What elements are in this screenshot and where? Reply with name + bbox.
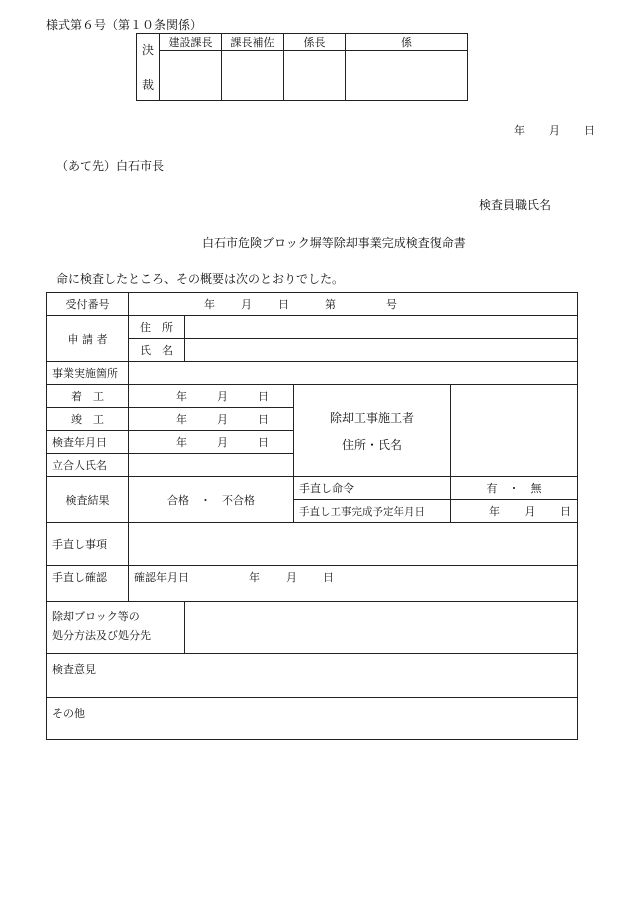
inspection-date-label: 検査年月日 — [47, 431, 129, 454]
form-number: 様式第６号（第１０条関係） — [46, 18, 203, 32]
applicant-address-label: 住 所 — [129, 316, 185, 339]
rework-completion-date-field[interactable]: 年 月 日 — [451, 500, 578, 523]
applicant-label: 申 請 者 — [47, 316, 129, 362]
receipt-number-label: 受付番号 — [47, 293, 129, 316]
start-label: 着 工 — [47, 385, 129, 408]
row-receipt-number — [47, 293, 578, 316]
row-disposal — [47, 602, 578, 654]
intro-text: 命に検査したところ、その概要は次のとおりでした。 — [56, 272, 345, 286]
inspection-result-field[interactable]: 合格 ・ 不合格 — [129, 477, 294, 523]
receipt-number-field[interactable]: 年 月 日 第 号 — [129, 293, 578, 316]
approval-col-construction-chief: 建設課長 — [160, 34, 222, 51]
project-site-field[interactable] — [129, 362, 578, 385]
witness-label: 立合人氏名 — [47, 454, 129, 477]
approval-label: 決 裁 — [137, 34, 160, 101]
inspection-form-table — [46, 292, 578, 740]
row-start — [47, 385, 578, 408]
row-applicant-address — [47, 316, 578, 339]
witness-field[interactable] — [129, 454, 294, 477]
completion-date-field[interactable]: 年 月 日 — [129, 408, 294, 431]
rework-items-field[interactable] — [129, 523, 578, 566]
contractor-field[interactable] — [451, 385, 578, 477]
completion-label: 竣 工 — [47, 408, 129, 431]
rework-order-field[interactable]: 有 ・ 無 — [451, 477, 578, 500]
approval-col-deputy-chief: 課長補佐 — [222, 34, 284, 51]
inspector-name-label: 検査員職氏名 — [479, 198, 552, 212]
inspection-result-label: 検査結果 — [47, 477, 129, 523]
row-project-site — [47, 362, 578, 385]
inspection-opinion-field[interactable]: 検査意見 — [47, 654, 578, 698]
row-rework-items — [47, 523, 578, 566]
applicant-name-label: 氏 名 — [129, 339, 185, 362]
approval-stamp-box[interactable] — [222, 51, 284, 101]
approval-col-staff: 係 — [346, 34, 468, 51]
row-other — [47, 698, 578, 740]
project-site-label: 事業実施箇所 — [47, 362, 129, 385]
contractor-label: 除却工事施工者 住所・氏名 — [294, 385, 451, 477]
approval-stamp-box[interactable] — [160, 51, 222, 101]
start-date-field[interactable]: 年 月 日 — [129, 385, 294, 408]
disposal-label: 除却ブロック等の 処分方法及び処分先 — [47, 602, 185, 654]
document-title: 白石市危険ブロック塀等除却事業完成検査復命書 — [202, 236, 466, 250]
approval-col-section-chief: 係長 — [284, 34, 346, 51]
other-field[interactable]: その他 — [47, 698, 578, 740]
row-inspection-opinion — [47, 654, 578, 698]
applicant-name-field[interactable] — [185, 339, 578, 362]
rework-check-label: 手直し確認 — [47, 566, 129, 602]
approval-stamp-table — [136, 33, 468, 101]
rework-completion-date-label: 手直し工事完成予定年月日 — [294, 500, 451, 523]
inspection-date-field[interactable]: 年 月 日 — [129, 431, 294, 454]
disposal-field[interactable] — [185, 602, 578, 654]
approval-stamp-box[interactable] — [284, 51, 346, 101]
rework-order-label: 手直し命令 — [294, 477, 451, 500]
applicant-address-field[interactable] — [185, 316, 578, 339]
rework-items-label: 手直し事項 — [47, 523, 129, 566]
approval-stamp-box[interactable] — [346, 51, 468, 101]
date-line: 年 月 日 — [514, 124, 595, 137]
row-inspection-result — [47, 477, 578, 500]
addressee: （あて先）白石市長 — [56, 159, 165, 173]
rework-check-field[interactable]: 確認年月日 年 月 日 — [129, 566, 578, 602]
row-rework-check — [47, 566, 578, 602]
